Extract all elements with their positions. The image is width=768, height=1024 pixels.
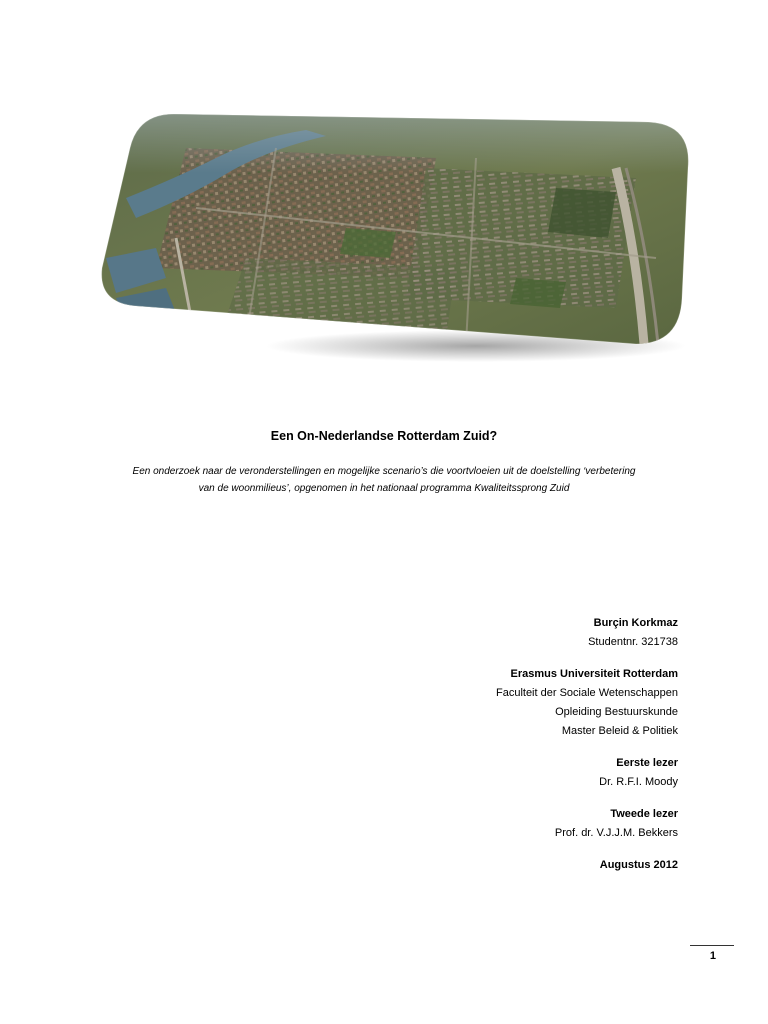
first-reader-name: Dr. R.F.I. Moody xyxy=(599,776,678,788)
page-number-rule xyxy=(690,945,734,946)
faculty-name: Faculteit der Sociale Wetenschappen xyxy=(495,687,678,699)
first-reader-label: Eerste lezer xyxy=(616,757,678,769)
document-date: Augustus 2012 xyxy=(599,859,678,871)
author-info-block xyxy=(318,614,678,875)
university-name: Erasmus Universiteit Rotterdam xyxy=(510,668,678,680)
second-reader-label: Tweede lezer xyxy=(610,808,678,820)
student-number: Studentnr. 321738 xyxy=(588,636,678,648)
aerial-photo-rotterdam-zuid-icon xyxy=(96,108,696,368)
document-subtitle xyxy=(90,463,678,497)
cover-photo xyxy=(96,108,696,368)
program-name: Opleiding Bestuurskunde xyxy=(555,706,678,718)
author-name: Burçin Korkmaz xyxy=(593,617,678,629)
master-name: Master Beleid & Politiek xyxy=(561,725,678,737)
document-title: Een On-Nederlandse Rotterdam Zuid? xyxy=(270,429,498,443)
subtitle-line-2: van de woonmilieus’, opgenomen in het nationaal programma Kwaliteitssprong Zuid xyxy=(198,483,570,494)
page-number: 1 xyxy=(709,950,716,962)
second-reader-name: Prof. dr. V.J.J.M. Bekkers xyxy=(554,827,678,839)
subtitle-line-1: Een onderzoek naar de veronderstellingen en mogelijke scenario’s die voortvloeien uit de doelstelling ‘verbetering xyxy=(132,466,636,477)
